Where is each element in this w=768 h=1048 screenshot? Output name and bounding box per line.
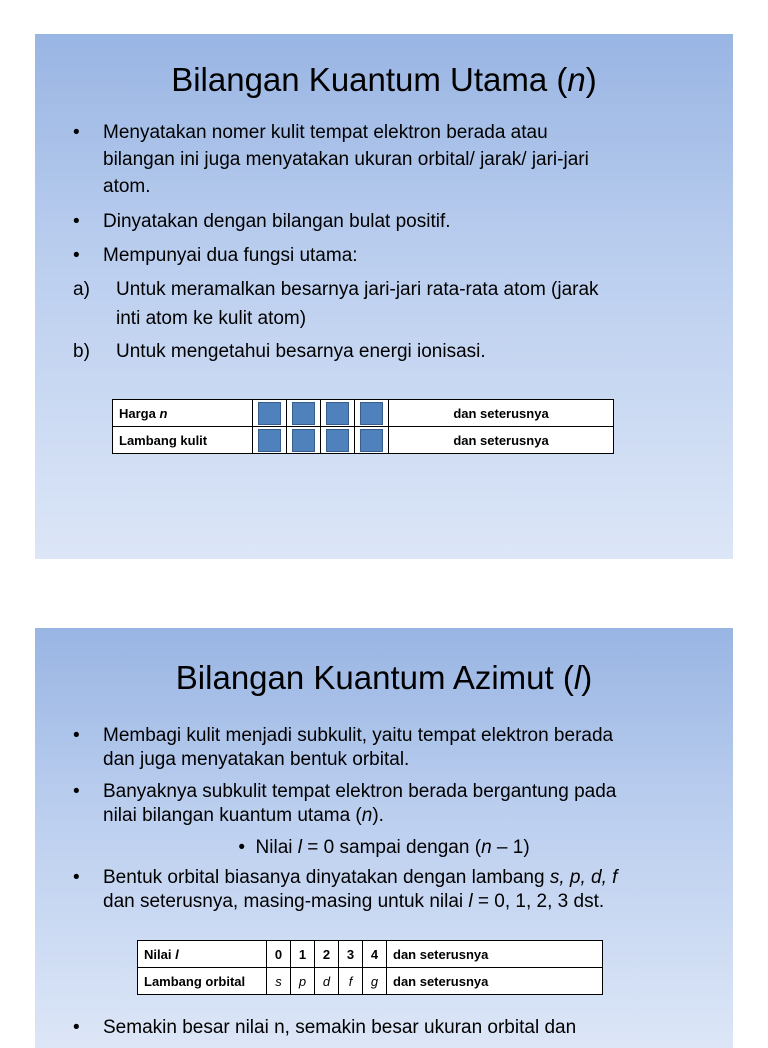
table-row-label: Lambang kulit xyxy=(113,427,253,454)
placeholder-square-icon xyxy=(326,429,349,452)
bullet-icon: • xyxy=(238,837,245,858)
slide-title: Bilangan Kuantum Azimut (l) xyxy=(175,659,593,696)
bullet-icon: • xyxy=(73,245,80,266)
table-cell: 1 xyxy=(291,941,315,968)
centered-bullet: • Nilai l = 0 sampai dengan (n – 1) xyxy=(238,837,530,858)
slide-title: Bilangan Kuantum Utama (n) xyxy=(171,61,597,98)
placeholder-square-icon xyxy=(326,402,349,425)
table-row-label: Lambang orbital xyxy=(138,968,267,995)
table-cell: dan seterusnya xyxy=(387,968,603,995)
slide-quantum-azimuthal: Bilangan Kuantum Azimut (l) • Membagi kulit menjadi subkulit, yaitu tempat elektron berada dan juga menyatakan bentuk orbital. • Banyaknya subkulit tempat elektron berada bergantung pada nilai bilangan kuantum utama (n). • Nilai l = 0 sampai dengan (n – 1) • Bentuk orbital biasanya dinyatakan dengan lambang s, p, d, f dan seterusnya, masing-masing untuk nilai l = 0, 1, 2, 3 dst. Nilai l 0 1 2 3 4 dan seterusnya Lambang orbital s p d f g dan seterusnya • Semakin besar nilai n, semakin besar ukuran orbital dan xyxy=(35,628,733,1048)
table-cell: dan seterusnya xyxy=(387,941,603,968)
table-cell: 2 xyxy=(315,941,339,968)
placeholder-square-icon xyxy=(292,402,315,425)
table-cell: 4 xyxy=(363,941,387,968)
orbital-table xyxy=(137,940,603,995)
bullet-icon: • xyxy=(73,122,80,143)
bullet-icon: • xyxy=(73,725,80,746)
table-cell: g xyxy=(370,973,379,989)
table-row-label: Nilai l xyxy=(138,941,267,968)
placeholder-square-icon xyxy=(292,429,315,452)
table-cell: f xyxy=(348,973,353,989)
bullet-icon: • xyxy=(73,1017,80,1038)
table-cell: p xyxy=(298,973,307,989)
slide-quantum-principal: Bilangan Kuantum Utama (n) • Menyatakan nomer kulit tempat elektron berada atau bilangan ini juga menyatakan ukuran orbital/ jarak/ jari-jari atom. • Dinyatakan dengan bilangan bulat positif. • Mempunyai dua fungsi utama: a) Untuk meramalkan besarnya jari-jari rata-rata atom (jarak inti atom ke kulit atom) b) Untuk mengetahui besarnya energi ionisasi. Harga n dan seterusnya Lambang kulit dan seterusnya xyxy=(35,34,733,559)
table-cell: 3 xyxy=(339,941,363,968)
placeholder-square-icon xyxy=(258,402,281,425)
shell-table xyxy=(112,399,614,454)
table-cell: 0 xyxy=(267,941,291,968)
table-cell: dan seterusnya xyxy=(389,400,614,427)
table-cell: s xyxy=(275,973,282,989)
table-cell: dan seterusnya xyxy=(389,427,614,454)
placeholder-square-icon xyxy=(360,402,383,425)
table-cell: d xyxy=(322,973,331,989)
placeholder-square-icon xyxy=(360,429,383,452)
placeholder-square-icon xyxy=(258,429,281,452)
bullet-icon: • xyxy=(73,867,80,888)
table-row-label: Harga n xyxy=(113,400,253,427)
bullet-icon: • xyxy=(73,211,80,232)
bullet-icon: • xyxy=(73,781,80,802)
